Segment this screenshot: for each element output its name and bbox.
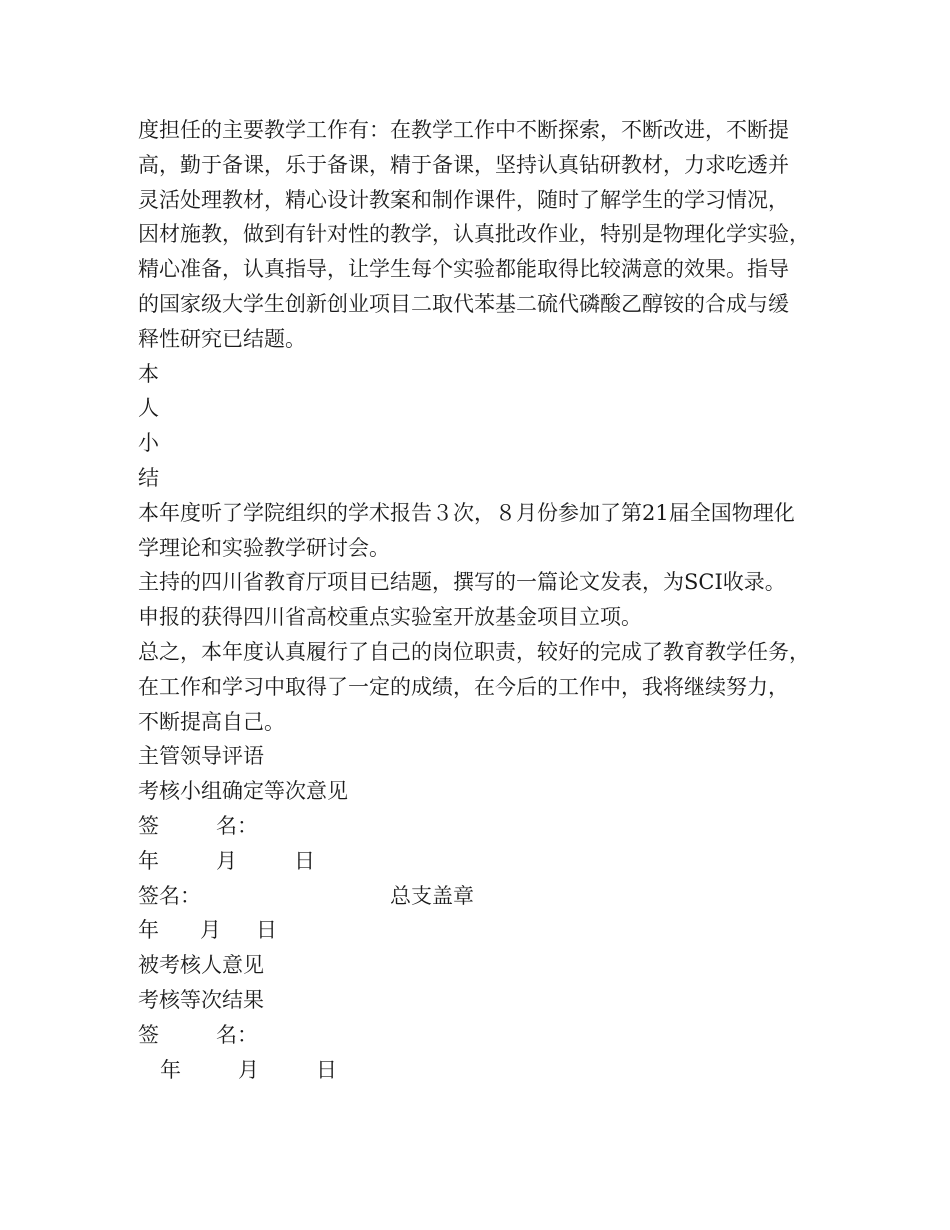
paragraph-conclusion xyxy=(138,635,838,739)
signature-line-3 xyxy=(138,1018,838,1053)
date-year: 年 xyxy=(160,1057,181,1082)
date-day: 日 xyxy=(316,1057,337,1082)
section-assessee-opinion: 被考核人意见 xyxy=(138,953,264,978)
seal-label: 总支盖章 xyxy=(390,883,474,908)
section-assessment-result: 考核等次结果 xyxy=(138,987,264,1012)
text-line: 高，勤于备课，乐于备课，精于备课，坚持认真钻研教材，力求吃透并 xyxy=(138,152,789,177)
heading-char: 人 xyxy=(138,396,159,421)
signature-label-b: 名： xyxy=(216,1022,258,1047)
date-month: 月 xyxy=(238,1057,259,1082)
section-committee-opinion: 考核小组确定等次意见 xyxy=(138,779,348,804)
date-line-3 xyxy=(138,1053,838,1088)
text-line: 因材施教，做到有针对性的教学，认真批改作业，特别是物理化学实验， xyxy=(138,222,810,247)
date-line-2 xyxy=(138,913,838,948)
text-line: 本年度听了学院组织的学术报告３次，８月份参加了第21届全国物理化 xyxy=(138,500,795,525)
paragraph-project: 主持的四川省教育厅项目已结题，撰写的一篇论文发表，为SCI收录。 xyxy=(138,570,786,595)
date-year: 年 xyxy=(138,918,159,943)
date-line-1 xyxy=(138,844,838,879)
text-line: 的国家级大学生创新创业项目二取代苯基二硫代磷酸乙醇铵的合成与缓 xyxy=(138,291,789,316)
text-line: 在工作和学习中取得了一定的成绩，在今后的工作中，我将继续努力， xyxy=(138,674,789,699)
text-line: 度担任的主要教学工作有：在教学工作中不断探索，不断改进，不断提 xyxy=(138,118,789,142)
document-page xyxy=(138,113,838,1087)
text-line: 学理论和实验教学研讨会。 xyxy=(138,535,390,560)
text-line: 不断提高自己。 xyxy=(138,709,285,734)
date-month: 月 xyxy=(216,848,237,873)
date-day: 日 xyxy=(256,918,277,943)
vertical-heading-self-summary xyxy=(138,357,838,496)
signature-label-a: 签 xyxy=(138,813,159,838)
text-line: 灵活处理教材，精心设计教案和制作课件，随时了解学生的学习情况， xyxy=(138,187,789,212)
date-year: 年 xyxy=(138,848,159,873)
heading-char: 小 xyxy=(138,431,159,456)
paragraph-fund: 申报的获得四川省高校重点实验室开放基金项目立项。 xyxy=(138,605,642,630)
text-line: 精心准备，认真指导，让学生每个实验都能取得比较满意的效果。指导 xyxy=(138,257,789,282)
heading-char: 结 xyxy=(138,465,159,490)
text-line: 释性研究已结题。 xyxy=(138,326,306,351)
heading-char: 本 xyxy=(138,361,159,386)
signature-line-1 xyxy=(138,809,838,844)
text-line: 总之，本年度认真履行了自己的岗位职责，较好的完成了教育教学任务， xyxy=(138,639,810,664)
signature-label: 签名： xyxy=(138,883,201,908)
date-day: 日 xyxy=(294,848,315,873)
signature-line-2 xyxy=(138,879,838,914)
paragraph-academic-reports xyxy=(138,496,838,566)
paragraph-teaching-work xyxy=(138,113,838,357)
section-supervisor-comment: 主管领导评语 xyxy=(138,744,264,769)
signature-label-a: 签 xyxy=(138,1022,159,1047)
date-month: 月 xyxy=(200,918,221,943)
signature-label-b: 名： xyxy=(216,813,258,838)
